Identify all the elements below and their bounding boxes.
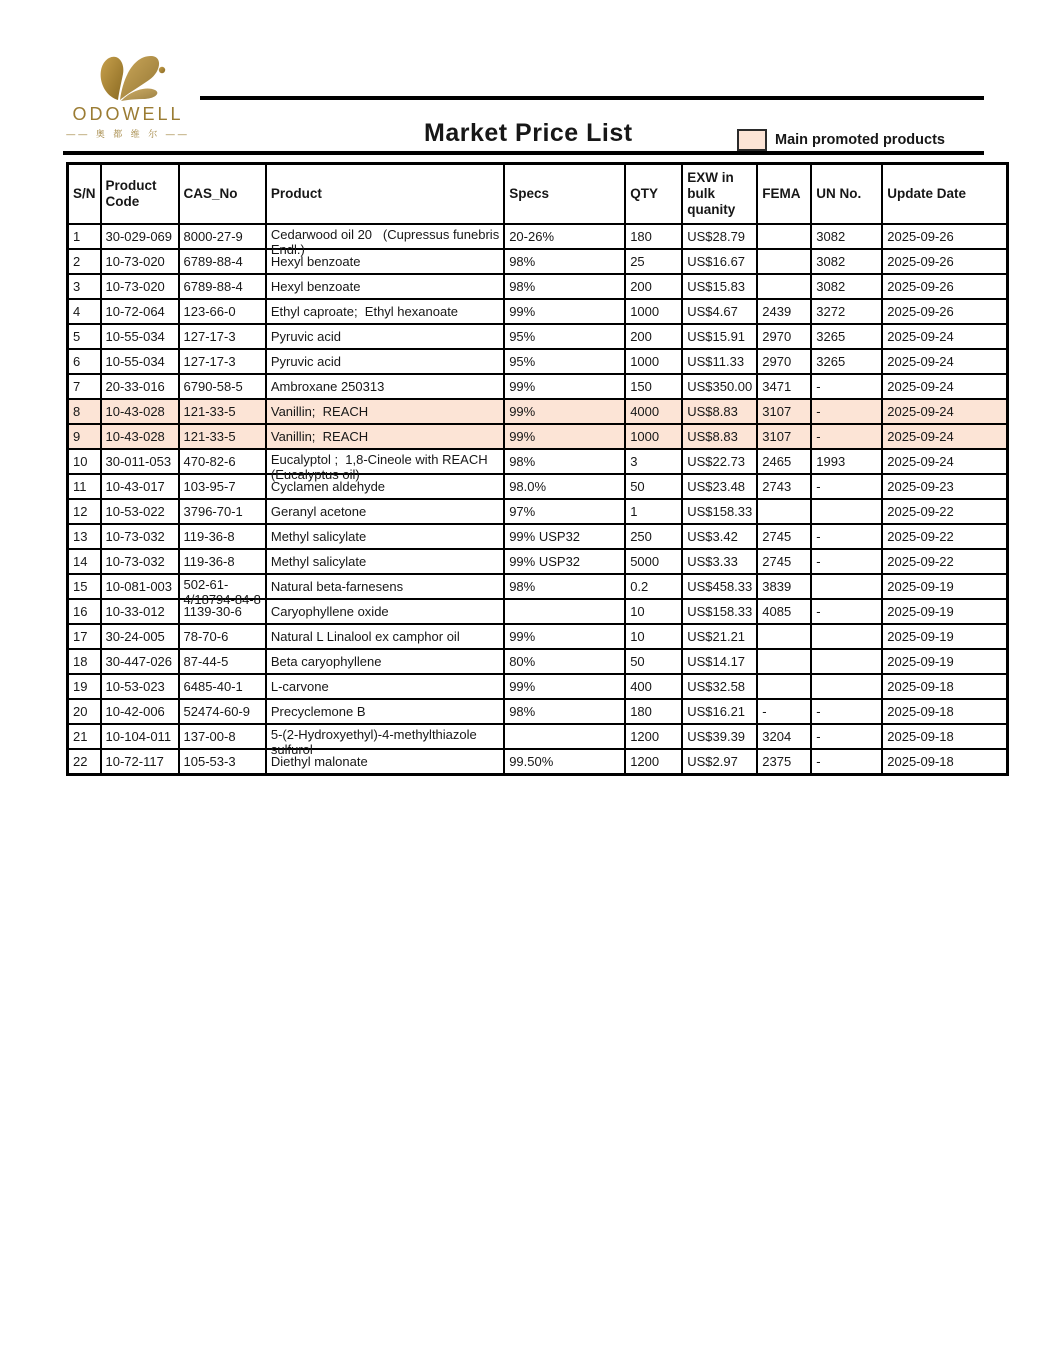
cell-cas: 127-17-3	[179, 324, 266, 349]
cell-exw: US$15.83	[682, 274, 757, 299]
cell-sn: 15	[68, 574, 101, 599]
company-logo	[60, 50, 196, 140]
cell-un	[811, 574, 882, 599]
cell-product: Geranyl acetone	[266, 499, 504, 524]
cell-product: Pyruvic acid	[266, 349, 504, 374]
table-row	[68, 724, 1008, 749]
table-row	[68, 699, 1008, 724]
cell-code: 10-53-023	[101, 674, 179, 699]
cell-date: 2025-09-18	[882, 674, 1007, 699]
cell-date: 2025-09-18	[882, 749, 1007, 775]
cell-code: 10-33-012	[101, 599, 179, 624]
cell-qty: 3	[625, 449, 682, 474]
cell-code: 10-73-032	[101, 549, 179, 574]
cell-fema: 3204	[757, 724, 811, 749]
cell-specs: 98%	[504, 699, 625, 724]
cell-specs: 99%	[504, 374, 625, 399]
table-row	[68, 549, 1008, 574]
cell-sn: 10	[68, 449, 101, 474]
cell-qty: 200	[625, 324, 682, 349]
table-row	[68, 424, 1008, 449]
cell-cas: 6789-88-4	[179, 274, 266, 299]
table-row	[68, 299, 1008, 324]
cell-fema: 2375	[757, 749, 811, 775]
cell-sn: 4	[68, 299, 101, 324]
cell-cas: 121-33-5	[179, 399, 266, 424]
cell-qty: 200	[625, 274, 682, 299]
cell-exw: US$39.39	[682, 724, 757, 749]
cell-fema: 2743	[757, 474, 811, 499]
cell-product: Hexyl benzoate	[266, 274, 504, 299]
cell-fema: 2745	[757, 549, 811, 574]
cell-sn: 21	[68, 724, 101, 749]
cell-date: 2025-09-26	[882, 249, 1007, 274]
cell-product: Methyl salicylate	[266, 549, 504, 574]
cell-sn: 14	[68, 549, 101, 574]
cell-specs: 99% USP32	[504, 524, 625, 549]
cell-code: 10-72-117	[101, 749, 179, 775]
cell-code: 10-43-028	[101, 424, 179, 449]
table-row	[68, 649, 1008, 674]
header-cell-5: QTY	[625, 164, 682, 225]
cell-fema: 3107	[757, 424, 811, 449]
table-row	[68, 574, 1008, 599]
cell-specs: 98%	[504, 574, 625, 599]
cell-product: Pyruvic acid	[266, 324, 504, 349]
cell-sn: 1	[68, 224, 101, 249]
cell-product: Beta caryophyllene	[266, 649, 504, 674]
cell-qty: 1000	[625, 299, 682, 324]
cell-product: Ethyl caproate; Ethyl hexanoate	[266, 299, 504, 324]
cell-qty: 180	[625, 224, 682, 249]
cell-sn: 9	[68, 424, 101, 449]
cell-specs: 99%	[504, 624, 625, 649]
cell-specs: 97%	[504, 499, 625, 524]
title-divider-line	[63, 151, 984, 155]
cell-specs: 99%	[504, 399, 625, 424]
cell-fema: 3839	[757, 574, 811, 599]
cell-date: 2025-09-19	[882, 599, 1007, 624]
cell-code: 30-029-069	[101, 224, 179, 249]
cell-product: Vanillin; REACH	[266, 424, 504, 449]
cell-specs: 99%	[504, 299, 625, 324]
cell-sn: 3	[68, 274, 101, 299]
cell-exw: US$11.33	[682, 349, 757, 374]
cell-specs: 99.50%	[504, 749, 625, 775]
cell-cas: 105-53-3	[179, 749, 266, 775]
cell-un: -	[811, 599, 882, 624]
cell-code: 10-43-017	[101, 474, 179, 499]
table-row	[68, 524, 1008, 549]
cell-cas: 121-33-5	[179, 424, 266, 449]
cell-code: 30-011-053	[101, 449, 179, 474]
cell-fema: 2439	[757, 299, 811, 324]
cell-date: 2025-09-24	[882, 449, 1007, 474]
table-row	[68, 749, 1008, 775]
cell-un: 3082	[811, 274, 882, 299]
page-title: Market Price List	[424, 119, 633, 147]
cell-un	[811, 499, 882, 524]
cell-qty: 1000	[625, 349, 682, 374]
cell-sn: 2	[68, 249, 101, 274]
cell-cas: 52474-60-9	[179, 699, 266, 724]
cell-qty: 1200	[625, 749, 682, 775]
cell-product: Cedarwood oil 20 (Cupressus funebris Endl.)	[266, 224, 504, 249]
cell-sn: 13	[68, 524, 101, 549]
table-row	[68, 674, 1008, 699]
cell-fema: -	[757, 699, 811, 724]
cell-un: -	[811, 724, 882, 749]
cell-qty: 180	[625, 699, 682, 724]
cell-date: 2025-09-22	[882, 549, 1007, 574]
cell-exw: US$158.33	[682, 599, 757, 624]
table-row	[68, 224, 1008, 249]
cell-exw: US$21.21	[682, 624, 757, 649]
cell-sn: 16	[68, 599, 101, 624]
cell-exw: US$158.33	[682, 499, 757, 524]
cell-cas: 6790-58-5	[179, 374, 266, 399]
legend	[737, 129, 945, 151]
cell-code: 10-53-022	[101, 499, 179, 524]
cell-date: 2025-09-26	[882, 224, 1007, 249]
legend-color-swatch	[737, 129, 767, 151]
cell-exw: US$2.97	[682, 749, 757, 775]
cell-cas: 6485-40-1	[179, 674, 266, 699]
cell-cas: 119-36-8	[179, 524, 266, 549]
cell-sn: 18	[68, 649, 101, 674]
cell-code: 10-73-020	[101, 274, 179, 299]
cell-sn: 22	[68, 749, 101, 775]
cell-exw: US$22.73	[682, 449, 757, 474]
cell-qty: 1200	[625, 724, 682, 749]
cell-cas: 502-61- 4/18794-84-8	[179, 574, 266, 599]
table-row	[68, 349, 1008, 374]
cell-specs	[504, 724, 625, 749]
cell-product: Hexyl benzoate	[266, 249, 504, 274]
cell-fema	[757, 499, 811, 524]
cell-date: 2025-09-24	[882, 324, 1007, 349]
cell-qty: 50	[625, 474, 682, 499]
header-cell-4: Specs	[504, 164, 625, 225]
header-cell-8: UN No.	[811, 164, 882, 225]
cell-un: 3272	[811, 299, 882, 324]
cell-un: 1993	[811, 449, 882, 474]
header-cell-2: CAS_No	[179, 164, 266, 225]
cell-date: 2025-09-19	[882, 649, 1007, 674]
cell-date: 2025-09-26	[882, 274, 1007, 299]
cell-fema	[757, 249, 811, 274]
cell-date: 2025-09-24	[882, 424, 1007, 449]
cell-exw: US$32.58	[682, 674, 757, 699]
cell-specs: 99% USP32	[504, 549, 625, 574]
cell-sn: 12	[68, 499, 101, 524]
cell-exw: US$4.67	[682, 299, 757, 324]
cell-fema	[757, 649, 811, 674]
cell-qty: 5000	[625, 549, 682, 574]
table-row	[68, 399, 1008, 424]
cell-product: Natural L Linalool ex camphor oil	[266, 624, 504, 649]
table-row	[68, 274, 1008, 299]
cell-code: 10-081-003	[101, 574, 179, 599]
cell-un: -	[811, 399, 882, 424]
cell-fema: 2465	[757, 449, 811, 474]
cell-sn: 6	[68, 349, 101, 374]
cell-fema	[757, 624, 811, 649]
cell-un	[811, 649, 882, 674]
cell-specs: 98.0%	[504, 474, 625, 499]
cell-fema	[757, 674, 811, 699]
cell-cas: 6789-88-4	[179, 249, 266, 274]
cell-date: 2025-09-23	[882, 474, 1007, 499]
cell-product: Cyclamen aldehyde	[266, 474, 504, 499]
cell-code: 30-447-026	[101, 649, 179, 674]
cell-code: 10-72-064	[101, 299, 179, 324]
cell-cas: 137-00-8	[179, 724, 266, 749]
cell-sn: 7	[68, 374, 101, 399]
top-divider-line	[200, 96, 984, 100]
header-cell-1: Product Code	[101, 164, 179, 225]
cell-sn: 17	[68, 624, 101, 649]
cell-cas: 78-70-6	[179, 624, 266, 649]
cell-specs: 98%	[504, 249, 625, 274]
cell-date: 2025-09-19	[882, 624, 1007, 649]
cell-date: 2025-09-24	[882, 399, 1007, 424]
cell-exw: US$3.42	[682, 524, 757, 549]
cell-exw: US$16.67	[682, 249, 757, 274]
cell-un: 3265	[811, 324, 882, 349]
cell-product: Diethyl malonate	[266, 749, 504, 775]
cell-fema: 2970	[757, 324, 811, 349]
cell-qty: 50	[625, 649, 682, 674]
cell-product: Natural beta-farnesens	[266, 574, 504, 599]
cell-un: -	[811, 374, 882, 399]
cell-code: 20-33-016	[101, 374, 179, 399]
cell-date: 2025-09-24	[882, 374, 1007, 399]
table-row	[68, 374, 1008, 399]
cell-code: 10-73-032	[101, 524, 179, 549]
cell-exw: US$8.83	[682, 399, 757, 424]
cell-specs	[504, 599, 625, 624]
cell-exw: US$23.48	[682, 474, 757, 499]
cell-date: 2025-09-18	[882, 699, 1007, 724]
cell-sn: 20	[68, 699, 101, 724]
cell-product: 5-(2-Hydroxyethyl)-4-methylthiazole sulfurol	[266, 724, 504, 749]
cell-date: 2025-09-22	[882, 524, 1007, 549]
cell-date: 2025-09-24	[882, 349, 1007, 374]
cell-specs: 98%	[504, 274, 625, 299]
cell-fema: 2745	[757, 524, 811, 549]
cell-fema: 4085	[757, 599, 811, 624]
table-row	[68, 324, 1008, 349]
cell-specs: 98%	[504, 449, 625, 474]
cell-qty: 10	[625, 624, 682, 649]
cell-exw: US$28.79	[682, 224, 757, 249]
cell-exw: US$16.21	[682, 699, 757, 724]
cell-specs: 95%	[504, 324, 625, 349]
brand-name: ODOWELL	[72, 104, 184, 124]
cell-qty: 25	[625, 249, 682, 274]
cell-code: 10-43-028	[101, 399, 179, 424]
cell-date: 2025-09-18	[882, 724, 1007, 749]
price-table	[66, 162, 1009, 776]
cell-date: 2025-09-19	[882, 574, 1007, 599]
header-cell-9: Update Date	[882, 164, 1007, 225]
cell-un: 3082	[811, 249, 882, 274]
header-cell-7: FEMA	[757, 164, 811, 225]
cell-product: Methyl salicylate	[266, 524, 504, 549]
cell-product: Caryophyllene oxide	[266, 599, 504, 624]
brand-name-chinese: —— 奥 都 维 尔 ——	[66, 129, 190, 139]
cell-specs: 80%	[504, 649, 625, 674]
cell-specs: 99%	[504, 674, 625, 699]
cell-un	[811, 674, 882, 699]
cell-cas: 470-82-6	[179, 449, 266, 474]
cell-code: 10-55-034	[101, 324, 179, 349]
cell-un: -	[811, 749, 882, 775]
cell-cas: 1139-30-6	[179, 599, 266, 624]
cell-qty: 400	[625, 674, 682, 699]
cell-product: Ambroxane 250313	[266, 374, 504, 399]
cell-date: 2025-09-22	[882, 499, 1007, 524]
header-cell-6: EXW in bulk quanity	[682, 164, 757, 225]
cell-code: 10-42-006	[101, 699, 179, 724]
cell-product: L-carvone	[266, 674, 504, 699]
table-row	[68, 624, 1008, 649]
table-row	[68, 499, 1008, 524]
cell-code: 30-24-005	[101, 624, 179, 649]
butterfly-logo-icon	[85, 50, 171, 106]
cell-exw: US$3.33	[682, 549, 757, 574]
cell-un: -	[811, 424, 882, 449]
cell-code: 10-55-034	[101, 349, 179, 374]
cell-product: Eucalyptol ; 1,8-Cineole with REACH (Eucalyptus oil)	[266, 449, 504, 474]
cell-un: 3082	[811, 224, 882, 249]
cell-fema	[757, 224, 811, 249]
cell-un: -	[811, 549, 882, 574]
cell-exw: US$8.83	[682, 424, 757, 449]
cell-qty: 250	[625, 524, 682, 549]
cell-specs: 99%	[504, 424, 625, 449]
cell-qty: 4000	[625, 399, 682, 424]
header-cell-3: Product	[266, 164, 504, 225]
cell-product: Vanillin; REACH	[266, 399, 504, 424]
cell-fema: 2970	[757, 349, 811, 374]
cell-cas: 123-66-0	[179, 299, 266, 324]
cell-un: -	[811, 699, 882, 724]
cell-exw: US$350.00	[682, 374, 757, 399]
cell-qty: 0.2	[625, 574, 682, 599]
cell-cas: 8000-27-9	[179, 224, 266, 249]
cell-qty: 1	[625, 499, 682, 524]
cell-specs: 20-26%	[504, 224, 625, 249]
cell-exw: US$458.33	[682, 574, 757, 599]
cell-qty: 150	[625, 374, 682, 399]
cell-fema	[757, 274, 811, 299]
cell-fema: 3471	[757, 374, 811, 399]
cell-qty: 10	[625, 599, 682, 624]
cell-qty: 1000	[625, 424, 682, 449]
cell-cas: 87-44-5	[179, 649, 266, 674]
cell-sn: 5	[68, 324, 101, 349]
cell-product: Precyclemone B	[266, 699, 504, 724]
header-cell-0: S/N	[68, 164, 101, 225]
cell-cas: 103-95-7	[179, 474, 266, 499]
cell-cas: 127-17-3	[179, 349, 266, 374]
table-row	[68, 449, 1008, 474]
cell-code: 10-73-020	[101, 249, 179, 274]
cell-fema: 3107	[757, 399, 811, 424]
table-row	[68, 249, 1008, 274]
cell-un	[811, 624, 882, 649]
table-header	[68, 164, 1008, 225]
cell-sn: 19	[68, 674, 101, 699]
cell-un: 3265	[811, 349, 882, 374]
cell-cas: 3796-70-1	[179, 499, 266, 524]
table-row	[68, 474, 1008, 499]
cell-cas: 119-36-8	[179, 549, 266, 574]
cell-code: 10-104-011	[101, 724, 179, 749]
cell-un: -	[811, 524, 882, 549]
cell-exw: US$14.17	[682, 649, 757, 674]
cell-sn: 8	[68, 399, 101, 424]
legend-label: Main promoted products	[775, 132, 945, 148]
cell-un: -	[811, 474, 882, 499]
cell-date: 2025-09-26	[882, 299, 1007, 324]
cell-sn: 11	[68, 474, 101, 499]
cell-specs: 95%	[504, 349, 625, 374]
cell-exw: US$15.91	[682, 324, 757, 349]
